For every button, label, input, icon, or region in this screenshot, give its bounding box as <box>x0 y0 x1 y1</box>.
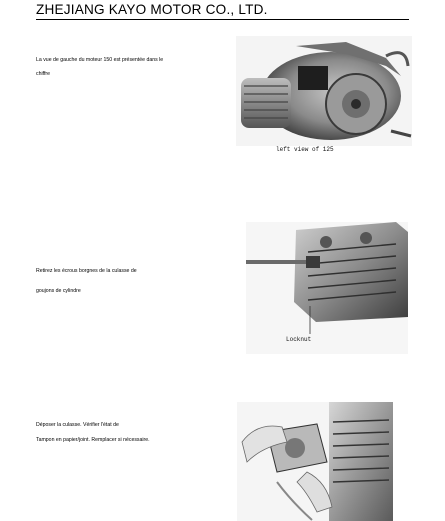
step-1-text <box>36 57 226 78</box>
step-1-line-1: La vue de gauche du moteur 150 est présentée dans le <box>36 57 164 63</box>
page-header <box>36 2 409 20</box>
step-1-line-2: chiffre <box>36 71 51 77</box>
step-2-line-2: goujons de cylindre <box>36 288 81 294</box>
cylinder-head-removal-photo <box>237 402 393 521</box>
step-3-line-1: Déposer la culasse. Vérifier l'état de <box>36 422 119 428</box>
step-2-caption: Locknut <box>286 336 312 343</box>
step-3-line-2: Tampon en papier/joint. Remplacer si nécessaire. <box>36 437 150 443</box>
step-2-text <box>36 268 226 295</box>
cylinder-head-locknut-photo <box>246 222 408 354</box>
step-3-text <box>36 422 226 444</box>
step-2-line-1: Retirez les écrous borgnes de la culasse de <box>36 268 137 274</box>
company-name: ZHEJIANG KAYO MOTOR CO., LTD. <box>36 2 268 17</box>
engine-left-view-photo <box>236 36 412 146</box>
step-1-caption: left view of 125 <box>276 146 334 153</box>
